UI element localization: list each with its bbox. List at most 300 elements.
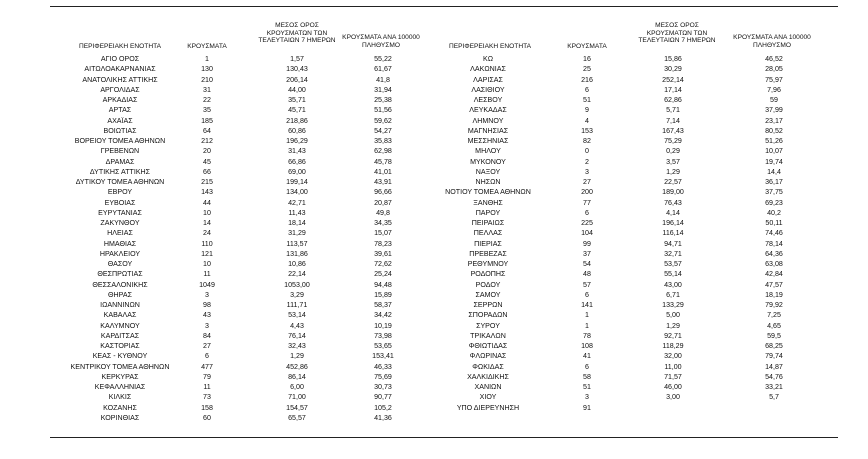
cases-cell: 2 bbox=[585, 157, 589, 166]
per100k-cell: 18,19 bbox=[765, 290, 783, 299]
cases-cell: 3 bbox=[205, 321, 209, 330]
cases-cell: 212 bbox=[201, 137, 213, 145]
header-avg7-line3: ΤΕΛΕΥΤΑΙΩΝ 7 ΗΜΕΡΩΝ bbox=[638, 37, 716, 45]
per100k-cell: 30,73 bbox=[374, 383, 392, 391]
avg7-cell: 43,00 bbox=[664, 280, 682, 289]
avg7-cell: 31,29 bbox=[288, 229, 306, 238]
avg7-cell: 3,29 bbox=[290, 290, 304, 299]
avg7-cell: 206,14 bbox=[286, 75, 308, 84]
cases-cell: 27 bbox=[203, 342, 211, 350]
cases-cell: 82 bbox=[583, 137, 591, 145]
cases-cell: 14 bbox=[203, 219, 211, 227]
per100k-cell: 54,76 bbox=[765, 372, 783, 381]
avg7-cell: 65,57 bbox=[288, 413, 306, 422]
avg7-cell: 42,71 bbox=[288, 198, 306, 207]
per100k-cell: 41,01 bbox=[374, 167, 392, 176]
cases-cell: 79 bbox=[203, 372, 211, 381]
cases-cell: 141 bbox=[581, 301, 593, 309]
cases-cell: 48 bbox=[583, 270, 591, 279]
cases-cell: 43 bbox=[203, 311, 211, 320]
per100k-cell: 54,27 bbox=[374, 126, 392, 135]
per100k-cell: 51,56 bbox=[374, 106, 392, 115]
avg7-cell: 66,86 bbox=[288, 157, 306, 166]
region-cell: ΦΛΩΡΙΝΑΣ bbox=[469, 352, 507, 361]
header-per100k-line1: ΚΡΟΥΣΜΑΤΑ ΑΝΑ 100000 bbox=[342, 34, 420, 41]
avg7-cell: 4,14 bbox=[666, 208, 680, 217]
header-region-left: ΠΕΡΙΦΕΡΕΙΑΚΗ ΕΝΟΤΗΤΑ bbox=[78, 43, 162, 50]
cases-cell: 98 bbox=[203, 301, 211, 309]
per100k-cell: 153,41 bbox=[372, 352, 394, 361]
region-cell: ΘΑΣΟΥ bbox=[107, 260, 133, 268]
per100k-cell: 10,07 bbox=[765, 147, 783, 156]
region-cell: ΚΟΡΙΝΘΙΑΣ bbox=[100, 413, 140, 422]
region-cell: ΕΒΡΟΥ bbox=[107, 188, 133, 197]
cases-cell: 60 bbox=[203, 413, 211, 422]
per100k-cell: 59,62 bbox=[374, 116, 392, 125]
avg7-cell: 6,71 bbox=[666, 290, 680, 299]
avg7-cell: 111,71 bbox=[286, 301, 308, 309]
cases-cell: 108 bbox=[581, 342, 593, 350]
region-cell: ΚΕΦΑΛΛΗΝΙΑΣ bbox=[94, 383, 146, 391]
region-cell: ΑΡΤΑΣ bbox=[108, 106, 132, 115]
cases-cell: 200 bbox=[581, 188, 593, 197]
avg7-cell: 130,43 bbox=[286, 65, 308, 74]
avg7-cell: 15,86 bbox=[664, 55, 682, 63]
region-cell: ΛΕΥΚΑΔΑΣ bbox=[469, 106, 507, 115]
region-cell: ΧΑΝΙΩΝ bbox=[474, 383, 502, 391]
per100k-cell: 63,08 bbox=[765, 260, 783, 268]
region-cell: ΞΑΝΘΗΣ bbox=[473, 198, 503, 207]
region-cell: ΚΑΡΔΙΤΣΑΣ bbox=[100, 331, 140, 340]
header-per100k-line2: ΠΛΗΘΥΣΜΟ bbox=[753, 41, 791, 49]
region-cell: ΡΟΔΟΥ bbox=[475, 280, 501, 289]
cases-cell: 210 bbox=[201, 75, 213, 84]
cases-cell: 54 bbox=[583, 260, 591, 268]
region-cell: ΒΟΙΩΤΙΑΣ bbox=[103, 126, 137, 135]
region-cell: ΚΕΑΣ - ΚΥΘΝΟΥ bbox=[92, 352, 148, 361]
avg7-cell: 11,00 bbox=[664, 362, 682, 371]
region-cell: ΛΗΜΝΟΥ bbox=[472, 116, 504, 125]
region-cell: ΡΕΘΥΜΝΟΥ bbox=[467, 260, 509, 268]
avg7-cell: 69,00 bbox=[288, 167, 306, 176]
avg7-cell: 5,71 bbox=[666, 106, 680, 115]
region-cell: ΥΠΟ ΔΙΕΡΕΥΝΗΣΗ bbox=[456, 403, 520, 412]
per100k-cell: 33,21 bbox=[765, 383, 783, 391]
region-cell: ΘΗΡΑΣ bbox=[108, 290, 132, 299]
region-cell: ΚΙΛΚΙΣ bbox=[108, 393, 132, 402]
per100k-cell: 80,52 bbox=[765, 126, 783, 135]
avg7-cell: 32,71 bbox=[664, 249, 682, 258]
avg7-cell: 17,14 bbox=[664, 85, 682, 94]
per100k-cell: 25,38 bbox=[374, 96, 392, 104]
header-per100k-right bbox=[722, 34, 822, 49]
region-cell: ΑΝΑΤΟΛΙΚΗΣ ΑΤΤΙΚΗΣ bbox=[82, 75, 158, 84]
avg7-cell: 1053,00 bbox=[284, 280, 310, 289]
header-per100k-line2: ΠΛΗΘΥΣΜΟ bbox=[362, 41, 400, 49]
per100k-cell: 4,65 bbox=[767, 321, 781, 330]
cases-cell: 110 bbox=[201, 239, 213, 248]
avg7-cell: 189,00 bbox=[662, 188, 684, 197]
avg7-cell: 71,00 bbox=[288, 393, 306, 402]
avg7-cell: 44,00 bbox=[288, 85, 306, 94]
cases-cell: 130 bbox=[201, 65, 213, 74]
cases-cell: 6 bbox=[585, 362, 589, 371]
avg7-cell: 32,43 bbox=[288, 342, 306, 350]
avg7-cell: 196,14 bbox=[662, 219, 684, 227]
per100k-cell: 35,83 bbox=[374, 137, 392, 145]
avg7-cell: 1,29 bbox=[290, 352, 304, 361]
region-cell: ΠΡΕΒΕΖΑΣ bbox=[469, 249, 507, 258]
top-rule bbox=[50, 6, 838, 7]
header-avg7-line1: ΜΕΣΟΣ ΟΡΟΣ bbox=[275, 22, 319, 29]
per100k-cell: 28,05 bbox=[765, 65, 783, 74]
per100k-cell: 15,07 bbox=[374, 229, 392, 238]
region-cell: ΜΥΚΟΝΟΥ bbox=[470, 157, 506, 166]
region-cell: ΠΕΛΛΑΣ bbox=[473, 229, 503, 238]
region-cell: ΚΕΡΚΥΡΑΣ bbox=[101, 372, 139, 381]
region-cell: ΝΟΤΙΟΥ ΤΟΜΕΑ ΑΘΗΝΩΝ bbox=[445, 188, 531, 197]
region-cell: ΔΡΑΜΑΣ bbox=[105, 157, 135, 166]
avg7-cell: 46,00 bbox=[664, 383, 682, 391]
region-cell: ΠΙΕΡΙΑΣ bbox=[474, 239, 502, 248]
per100k-cell: 59 bbox=[770, 96, 778, 104]
cases-cell: 216 bbox=[581, 75, 593, 84]
region-cell: ΛΑΡΙΣΑΣ bbox=[473, 75, 503, 84]
per100k-cell: 41,8 bbox=[376, 75, 390, 84]
cases-cell: 477 bbox=[201, 362, 213, 371]
avg7-cell: 1,29 bbox=[666, 167, 680, 176]
avg7-cell: 11,43 bbox=[288, 208, 306, 217]
per100k-cell: 75,97 bbox=[765, 75, 783, 84]
cases-cell: 24 bbox=[203, 229, 211, 238]
avg7-cell: 199,14 bbox=[286, 178, 308, 186]
cases-cell: 3 bbox=[205, 290, 209, 299]
per100k-cell: 15,89 bbox=[374, 290, 392, 299]
avg7-cell: 62,86 bbox=[664, 96, 682, 104]
region-cell: ΣΥΡΟΥ bbox=[476, 321, 500, 330]
per100k-cell: 23,17 bbox=[765, 116, 783, 125]
cases-cell: 31 bbox=[203, 85, 211, 94]
cases-cell: 121 bbox=[201, 249, 213, 258]
region-cell: ΚΟΖΑΝΗΣ bbox=[103, 403, 137, 412]
region-cell: ΘΕΣΠΡΩΤΙΑΣ bbox=[97, 270, 143, 279]
region-cell: ΕΥΒΟΙΑΣ bbox=[104, 198, 136, 207]
avg7-cell: 22,14 bbox=[288, 270, 306, 279]
cases-cell: 225 bbox=[581, 219, 593, 227]
per100k-cell: 37,99 bbox=[765, 106, 783, 115]
header-avg7-right bbox=[636, 22, 718, 45]
region-cell: ΛΑΚΩΝΙΑΣ bbox=[470, 65, 506, 74]
cases-cell: 215 bbox=[201, 178, 213, 186]
per100k-cell: 37,75 bbox=[765, 188, 783, 197]
cases-cell: 153 bbox=[581, 126, 593, 135]
avg7-cell: 3,57 bbox=[666, 157, 680, 166]
per100k-cell: 94,48 bbox=[374, 280, 392, 289]
header-per100k-line1: ΚΡΟΥΣΜΑΤΑ ΑΝΑ 100000 bbox=[733, 34, 811, 41]
header-region-right: ΠΕΡΙΦΕΡΕΙΑΚΗ ΕΝΟΤΗΤΑ bbox=[448, 43, 532, 50]
avg7-cell: 218,86 bbox=[286, 116, 308, 125]
region-cell: ΓΡΕΒΕΝΩΝ bbox=[100, 147, 140, 156]
cases-cell: 1 bbox=[585, 311, 589, 320]
cases-cell: 37 bbox=[583, 249, 591, 258]
cases-cell: 6 bbox=[205, 352, 209, 361]
per100k-cell: 75,69 bbox=[374, 372, 392, 381]
avg7-cell: 133,29 bbox=[662, 301, 684, 309]
region-cell: ΚΩ bbox=[482, 55, 494, 63]
avg7-cell: 22,57 bbox=[664, 178, 682, 186]
per100k-cell: 50,11 bbox=[765, 219, 783, 227]
per100k-cell: 19,74 bbox=[765, 157, 783, 166]
region-cell: ΘΕΣΣΑΛΟΝΙΚΗΣ bbox=[92, 280, 148, 289]
cases-cell: 20 bbox=[203, 147, 211, 156]
region-cell: ΣΑΜΟΥ bbox=[475, 290, 501, 299]
per100k-cell: 14,4 bbox=[767, 167, 781, 176]
per100k-cell: 73,98 bbox=[374, 331, 392, 340]
cases-cell: 11 bbox=[203, 383, 211, 391]
region-cell: ΜΗΛΟΥ bbox=[475, 147, 501, 156]
avg7-cell: 113,57 bbox=[286, 239, 308, 248]
region-cell: ΑΙΤΩΛΟΑΚΑΡΝΑΝΙΑΣ bbox=[84, 65, 156, 74]
region-cell: ΧΑΛΚΙΔΙΚΗΣ bbox=[467, 372, 509, 381]
avg7-cell: 31,43 bbox=[288, 147, 306, 156]
per100k-cell: 46,52 bbox=[765, 55, 783, 63]
per100k-cell: 79,74 bbox=[765, 352, 783, 361]
cases-cell: 16 bbox=[583, 55, 591, 63]
region-cell: ΜΑΓΝΗΣΙΑΣ bbox=[467, 126, 509, 135]
cases-cell: 77 bbox=[583, 198, 591, 207]
avg7-cell: 167,43 bbox=[662, 126, 684, 135]
region-cell: ΣΠΟΡΑΔΩΝ bbox=[468, 311, 508, 320]
per100k-cell: 78,14 bbox=[765, 239, 783, 248]
region-cell: ΚΕΝΤΡΙΚΟΥ ΤΟΜΕΑ ΑΘΗΝΩΝ bbox=[70, 362, 170, 371]
avg7-cell: 53,14 bbox=[288, 311, 306, 320]
per100k-cell: 69,23 bbox=[765, 198, 783, 207]
per100k-cell: 105,2 bbox=[374, 403, 392, 412]
cases-cell: 66 bbox=[203, 167, 211, 176]
region-cell: ΖΑΚΥΝΘΟΥ bbox=[100, 219, 140, 227]
region-cell: ΑΓΙΟ ΟΡΟΣ bbox=[100, 55, 140, 63]
region-cell: ΝΑΞΟΥ bbox=[475, 167, 501, 176]
region-cell: ΚΑΣΤΟΡΙΑΣ bbox=[100, 342, 140, 350]
per100k-cell: 55,22 bbox=[374, 55, 392, 63]
per100k-cell: 7,96 bbox=[767, 85, 781, 94]
cases-cell: 158 bbox=[201, 403, 213, 412]
cases-cell: 41 bbox=[583, 352, 591, 361]
region-cell: ΛΑΣΙΘΙΟΥ bbox=[471, 85, 505, 94]
region-cell: ΚΑΛΥΜΝΟΥ bbox=[100, 321, 140, 330]
cases-cell: 35 bbox=[203, 106, 211, 115]
cases-cell: 51 bbox=[583, 96, 591, 104]
bottom-rule bbox=[50, 437, 838, 438]
cases-cell: 185 bbox=[201, 116, 213, 125]
avg7-cell: 118,29 bbox=[662, 342, 684, 350]
per100k-cell: 43,91 bbox=[374, 178, 392, 186]
region-cell: ΡΟΔΟΠΗΣ bbox=[470, 270, 506, 279]
avg7-cell: 53,57 bbox=[664, 260, 682, 268]
cases-cell: 4 bbox=[585, 116, 589, 125]
region-cell: ΣΕΡΡΩΝ bbox=[473, 301, 503, 309]
avg7-cell: 71,57 bbox=[664, 372, 682, 381]
header-avg7-line1: ΜΕΣΟΣ ΟΡΟΣ bbox=[655, 22, 699, 29]
per100k-cell: 58,37 bbox=[374, 301, 392, 309]
per100k-cell: 49,8 bbox=[376, 208, 390, 217]
cases-cell: 10 bbox=[203, 208, 211, 217]
per100k-cell: 64,36 bbox=[765, 249, 783, 258]
per100k-cell: 7,25 bbox=[767, 311, 781, 320]
avg7-cell: 94,71 bbox=[664, 239, 682, 248]
per100k-cell: 41,36 bbox=[374, 413, 392, 422]
per100k-cell: 74,46 bbox=[765, 229, 783, 238]
region-cell: ΠΕΙΡΑΙΩΣ bbox=[471, 219, 505, 227]
region-cell: ΠΑΡΟΥ bbox=[475, 208, 501, 217]
per100k-cell: 46,33 bbox=[374, 362, 392, 371]
region-cell: ΔΥΤΙΚΟΥ ΤΟΜΕΑ ΑΘΗΝΩΝ bbox=[75, 178, 165, 186]
per100k-cell: 90,77 bbox=[374, 393, 392, 402]
per100k-cell: 25,24 bbox=[374, 270, 392, 279]
avg7-cell: 76,43 bbox=[664, 198, 682, 207]
cases-cell: 25 bbox=[583, 65, 591, 74]
avg7-cell: 5,00 bbox=[666, 311, 680, 320]
per100k-cell: 47,57 bbox=[765, 280, 783, 289]
per100k-cell: 53,65 bbox=[374, 342, 392, 350]
region-cell: ΗΡΑΚΛΕΙΟΥ bbox=[99, 249, 141, 258]
per100k-cell: 59,5 bbox=[767, 331, 781, 340]
cases-cell: 73 bbox=[203, 393, 211, 402]
header-per100k-left bbox=[336, 34, 426, 49]
avg7-cell: 55,14 bbox=[664, 270, 682, 279]
region-cell: ΕΥΡΥΤΑΝΙΑΣ bbox=[98, 208, 142, 217]
cases-cell: 64 bbox=[203, 126, 211, 135]
per100k-cell: 34,42 bbox=[374, 311, 392, 320]
per100k-cell: 5,7 bbox=[769, 393, 779, 402]
cases-cell: 104 bbox=[581, 229, 593, 238]
header-avg7-line2: ΚΡΟΥΣΜΑΤΩΝ ΤΩΝ bbox=[646, 29, 708, 37]
per100k-cell: 45,78 bbox=[374, 157, 392, 166]
avg7-cell: 75,29 bbox=[664, 137, 682, 145]
cases-cell: 51 bbox=[583, 383, 591, 391]
cases-cell: 10 bbox=[203, 260, 211, 268]
cases-cell: 3 bbox=[585, 167, 589, 176]
cases-cell: 6 bbox=[585, 208, 589, 217]
avg7-cell: 32,00 bbox=[664, 352, 682, 361]
region-cell: ΑΡΓΟΛΙΔΑΣ bbox=[100, 85, 140, 94]
avg7-cell: 4,43 bbox=[290, 321, 304, 330]
region-cell: ΤΡΙΚΑΛΩΝ bbox=[470, 331, 506, 340]
avg7-cell: 116,14 bbox=[662, 229, 684, 238]
region-cell: ΛΕΣΒΟΥ bbox=[473, 96, 503, 104]
header-avg7-left bbox=[256, 22, 338, 45]
region-cell: ΦΘΙΩΤΙΔΑΣ bbox=[468, 342, 508, 350]
avg7-cell: 0,29 bbox=[666, 147, 680, 156]
cases-cell: 3 bbox=[585, 393, 589, 402]
region-cell: ΑΡΚΑΔΙΑΣ bbox=[102, 96, 138, 104]
avg7-cell: 1,57 bbox=[290, 55, 304, 63]
per100k-cell: 40,2 bbox=[767, 208, 781, 217]
region-cell: ΑΧΑΪΑΣ bbox=[107, 116, 133, 125]
avg7-cell: 60,86 bbox=[288, 126, 306, 135]
avg7-cell: 18,14 bbox=[288, 219, 306, 227]
per100k-cell: 72,62 bbox=[374, 260, 392, 268]
per100k-cell: 36,17 bbox=[765, 178, 783, 186]
cases-cell: 143 bbox=[201, 188, 213, 197]
per100k-cell: 68,25 bbox=[765, 342, 783, 350]
cases-cell: 27 bbox=[583, 178, 591, 186]
per100k-cell: 61,67 bbox=[374, 65, 392, 74]
avg7-cell: 92,71 bbox=[664, 331, 682, 340]
avg7-cell: 7,14 bbox=[666, 116, 680, 125]
cases-cell: 1 bbox=[585, 321, 589, 330]
region-cell: ΚΑΒΑΛΑΣ bbox=[103, 311, 137, 320]
per100k-cell: 42,84 bbox=[765, 270, 783, 279]
avg7-cell: 76,14 bbox=[288, 331, 306, 340]
cases-cell: 58 bbox=[583, 372, 591, 381]
cases-cell: 6 bbox=[585, 290, 589, 299]
cases-cell: 78 bbox=[583, 331, 591, 340]
region-cell: ΔΥΤΙΚΗΣ ΑΤΤΙΚΗΣ bbox=[89, 167, 151, 176]
cases-cell: 0 bbox=[585, 147, 589, 156]
avg7-cell: 3,00 bbox=[666, 393, 680, 402]
cases-cell: 6 bbox=[585, 85, 589, 94]
per100k-cell: 20,87 bbox=[374, 198, 392, 207]
cases-cell: 84 bbox=[203, 331, 211, 340]
avg7-cell: 131,86 bbox=[286, 249, 308, 258]
per100k-cell: 96,66 bbox=[374, 188, 392, 197]
header-cases-right: ΚΡΟΥΣΜΑΤΑ bbox=[567, 43, 607, 50]
avg7-cell: 86,14 bbox=[288, 372, 306, 381]
cases-cell: 57 bbox=[583, 280, 591, 289]
cases-cell: 44 bbox=[203, 198, 211, 207]
header-avg7-line3: ΤΕΛΕΥΤΑΙΩΝ 7 ΗΜΕΡΩΝ bbox=[258, 37, 336, 45]
avg7-cell: 196,29 bbox=[286, 137, 308, 145]
cases-cell: 1049 bbox=[199, 280, 215, 289]
per100k-cell: 62,98 bbox=[374, 147, 392, 156]
avg7-cell: 6,00 bbox=[290, 383, 304, 391]
avg7-cell: 30,29 bbox=[664, 65, 682, 74]
per100k-cell: 78,23 bbox=[374, 239, 392, 248]
cases-cell: 11 bbox=[203, 270, 211, 279]
region-cell: ΜΕΣΣΗΝΙΑΣ bbox=[467, 137, 509, 145]
avg7-cell: 252,14 bbox=[662, 75, 684, 84]
per100k-cell: 34,35 bbox=[374, 219, 392, 227]
header-cases-left: ΚΡΟΥΣΜΑΤΑ bbox=[187, 43, 227, 50]
cases-cell: 9 bbox=[585, 106, 589, 115]
avg7-cell: 10,86 bbox=[288, 260, 306, 268]
avg7-cell: 1,29 bbox=[666, 321, 680, 330]
avg7-cell: 452,86 bbox=[286, 362, 308, 371]
avg7-cell: 154,57 bbox=[286, 403, 308, 412]
per100k-cell: 14,87 bbox=[765, 362, 783, 371]
per100k-cell: 39,61 bbox=[374, 249, 392, 258]
avg7-cell: 35,71 bbox=[288, 96, 306, 104]
cases-cell: 45 bbox=[203, 157, 211, 166]
region-cell: ΒΟΡΕΙΟΥ ΤΟΜΕΑ ΑΘΗΝΩΝ bbox=[74, 137, 166, 145]
per100k-cell: 31,94 bbox=[374, 85, 392, 94]
region-cell: ΦΩΚΙΔΑΣ bbox=[472, 362, 504, 371]
avg7-cell: 134,00 bbox=[286, 188, 308, 197]
per100k-cell: 51,26 bbox=[765, 137, 783, 145]
avg7-cell: 45,71 bbox=[288, 106, 306, 115]
region-cell: ΗΜΑΘΙΑΣ bbox=[103, 239, 137, 248]
per100k-cell: 10,19 bbox=[374, 321, 392, 330]
per100k-cell: 79,92 bbox=[765, 301, 783, 309]
region-cell: ΝΗΣΩΝ bbox=[475, 178, 501, 186]
cases-cell: 99 bbox=[583, 239, 591, 248]
region-cell: ΗΛΕΙΑΣ bbox=[107, 229, 133, 238]
header-avg7-line2: ΚΡΟΥΣΜΑΤΩΝ ΤΩΝ bbox=[266, 29, 328, 37]
region-cell: ΙΩΑΝΝΙΝΩΝ bbox=[100, 301, 140, 309]
cases-cell: 1 bbox=[205, 55, 209, 63]
region-cell: ΧΙΟΥ bbox=[479, 393, 497, 402]
